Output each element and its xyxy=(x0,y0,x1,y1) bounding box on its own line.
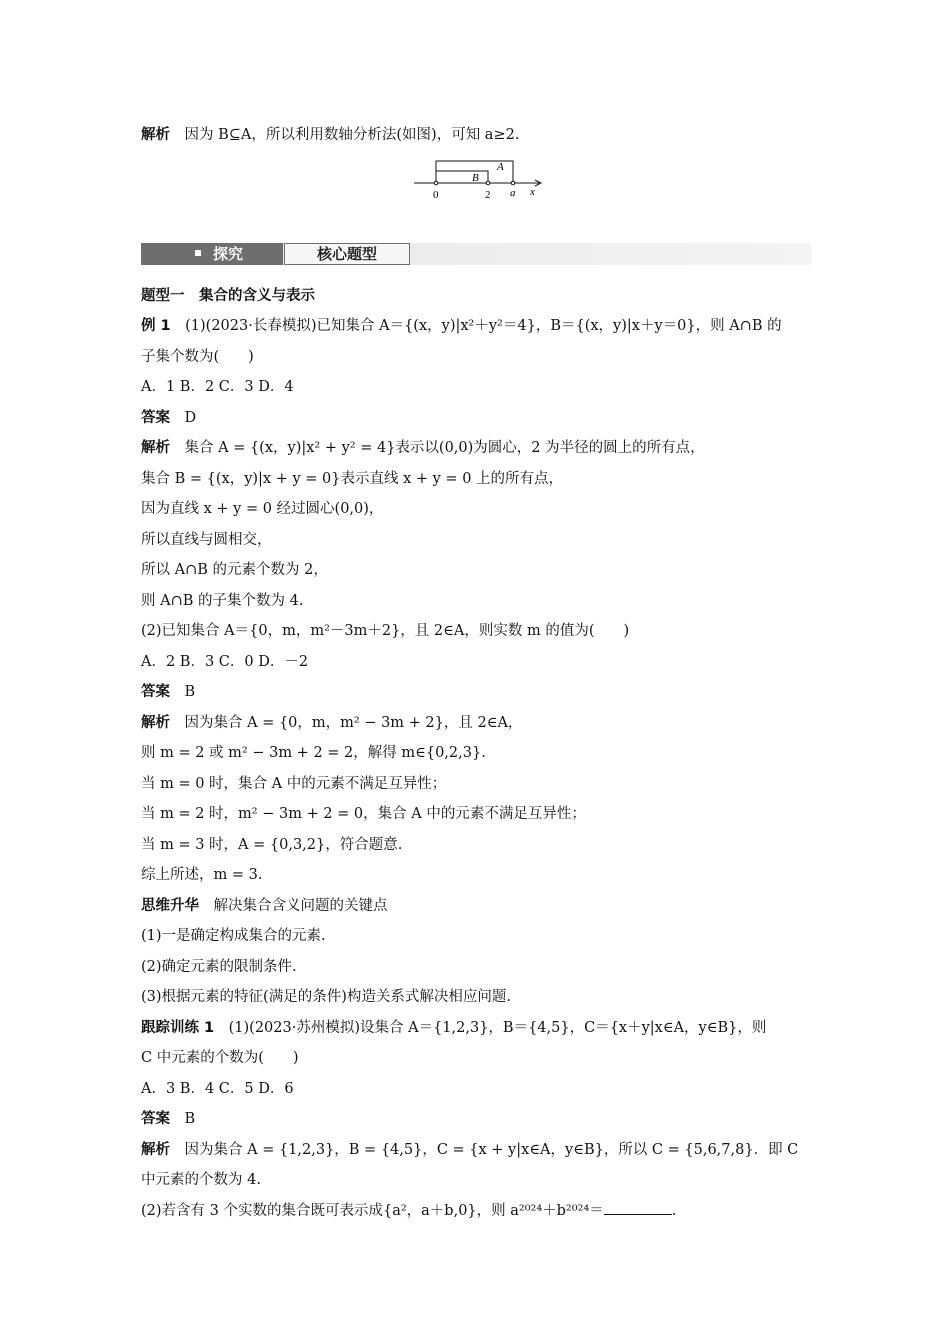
tick-0: 0 xyxy=(433,188,439,201)
line-text: A．3 B．4 C．5 D．6 xyxy=(141,1080,294,1097)
number-line-figure xyxy=(141,151,811,213)
text-line xyxy=(141,982,811,1013)
line-text: A．2 B．3 C．0 D．－2 xyxy=(141,653,309,670)
line-text: (1)一是确定构成集合的元素. xyxy=(141,928,326,944)
text-line xyxy=(141,1165,811,1196)
line-end: . xyxy=(671,1202,677,1219)
text-line xyxy=(141,708,811,739)
text-line xyxy=(141,433,811,464)
text-line xyxy=(141,281,811,312)
line-text: 因为直线 x + y = 0 经过圆心(0,0)， xyxy=(141,501,384,517)
point-0 xyxy=(434,181,438,185)
line-text: 当 m = 3 时，A = {0,3,2}，符合题意. xyxy=(141,836,403,853)
line-text: 综上所述，m = 3. xyxy=(141,867,263,883)
line-text: 所以 A∩B 的元素个数为 2， xyxy=(141,562,328,578)
line-text: (2)确定元素的限制条件. xyxy=(141,958,297,975)
line-label: 跟踪训练 1 xyxy=(141,1019,215,1036)
axis-label-x: x xyxy=(530,185,535,198)
text-line xyxy=(141,311,811,342)
line-text: 当 m = 2 时，m² − 3m + 2 = 0，集合 A 中的元素不满足互异性； xyxy=(141,806,586,822)
line-text: 则 A∩B 的子集个数为 4. xyxy=(141,592,304,609)
line-text: 解决集合含义问题的关键点 xyxy=(199,897,388,914)
line-text: B xyxy=(170,1111,196,1127)
line-text: 因为集合 A = {1,2,3}，B = {4,5}，C = {x + y|x∈A，y∈B}，所以 C = {5,6,7,8}．即 C xyxy=(170,1141,799,1158)
line-label: 解析 xyxy=(141,714,170,731)
line-text: (1)(2023·长春模拟)已知集合 A＝{(x，y)|x²＋y²＝4}，B＝{(x，y)|x＋y＝0}，则 A∩B 的 xyxy=(170,318,782,334)
line-text: 中元素的个数为 4. xyxy=(141,1172,261,1188)
text-lines xyxy=(141,281,811,1227)
label-a: A xyxy=(497,160,504,173)
line-text: 集合的含义与表示 xyxy=(184,287,315,304)
line-text: (2)若含有 3 个实数的集合既可表示成{a²，a＋b,0}，则 a²⁰²⁴＋b²⁰²⁴＝ xyxy=(141,1202,604,1219)
text-line xyxy=(141,1013,811,1044)
text-line xyxy=(141,372,811,403)
line-text: C 中元素的个数为( ) xyxy=(141,1050,299,1066)
line-text: 因为集合 A = {0，m，m² − 3m + 2}，且 2∈A， xyxy=(170,714,523,731)
line-text: 子集个数为( ) xyxy=(141,348,254,365)
set-b-box xyxy=(436,171,488,183)
line-label: 解析 xyxy=(141,440,170,456)
line-label: 题型一 xyxy=(141,287,185,304)
line-label: 答案 xyxy=(141,1111,170,1127)
line-text: (1)(2023·苏州模拟)设集合 A＝{1,2,3}，B＝{4,5}，C＝{x＋y|x∈A，y∈B}，则 xyxy=(214,1019,767,1036)
text-line xyxy=(141,799,811,830)
line-label: 解析 xyxy=(141,1141,170,1158)
line-text: 所以直线与圆相交， xyxy=(141,531,272,548)
fill-in-question-line xyxy=(141,1196,811,1227)
text-line xyxy=(141,494,811,525)
tick-2: 2 xyxy=(485,188,491,201)
tick-a: a xyxy=(510,186,516,199)
text-line xyxy=(141,1074,811,1105)
line-text: 则 m = 2 或 m² − 3m + 2 = 2，解得 m∈{0,2,3}. xyxy=(141,745,486,761)
line-text: 因为 B⊆A，所以利用数轴分析法(如图)，可知 a≥2. xyxy=(170,127,520,143)
line-text: A．1 B．2 C．3 D．4 xyxy=(141,379,294,395)
text-line xyxy=(141,769,811,800)
text-line xyxy=(141,738,811,769)
text-line xyxy=(141,1135,811,1166)
line-label: 例 1 xyxy=(141,318,171,334)
line-label: 解析 xyxy=(141,127,170,143)
square-bullet-icon xyxy=(195,250,201,256)
text-line xyxy=(141,525,811,556)
text-line xyxy=(141,860,811,891)
solution-line xyxy=(141,120,811,151)
line-text: 集合 A = {(x，y)|x² + y² = 4}表示以(0,0)为圆心，2 为半径的圆上的所有点， xyxy=(170,440,705,456)
line-label: 答案 xyxy=(141,409,170,426)
line-text: (3)根据元素的特征(满足的条件)构造关系式解决相应问题. xyxy=(141,989,511,1005)
text-line xyxy=(141,891,811,922)
text-line xyxy=(141,647,811,678)
text-line xyxy=(141,403,811,434)
banner-tag-explore-label: 探究 xyxy=(213,244,244,263)
text-line xyxy=(141,1104,811,1135)
line-text: (2)已知集合 A＝{0，m，m²－3m＋2}，且 2∈A，则实数 m 的值为( ) xyxy=(141,623,630,639)
text-line xyxy=(141,464,811,495)
banner-tag-core: 核心题型 xyxy=(284,243,410,265)
text-line xyxy=(141,677,811,708)
section-banner xyxy=(141,221,811,281)
text-line xyxy=(141,342,811,373)
banner-tag-explore xyxy=(141,243,283,265)
line-text: B xyxy=(170,684,196,700)
line-text: 集合 B = {(x，y)|x + y = 0}表示直线 x + y = 0 上的所有点， xyxy=(141,470,564,487)
text-line xyxy=(141,586,811,617)
label-b: B xyxy=(472,171,479,184)
answer-blank[interactable] xyxy=(604,1200,672,1215)
line-text: D xyxy=(170,409,197,426)
text-line xyxy=(141,616,811,647)
line-text: 当 m = 0 时，集合 A 中的元素不满足互异性； xyxy=(141,775,447,792)
document-body xyxy=(141,120,811,1226)
text-line xyxy=(141,921,811,952)
number-line-diagram xyxy=(411,153,551,209)
line-label: 答案 xyxy=(141,684,170,700)
line-label: 思维升华 xyxy=(141,897,199,914)
point-2 xyxy=(486,181,490,185)
text-line xyxy=(141,830,811,861)
point-a xyxy=(511,181,515,185)
text-line xyxy=(141,952,811,983)
text-line xyxy=(141,555,811,586)
text-line xyxy=(141,1043,811,1074)
